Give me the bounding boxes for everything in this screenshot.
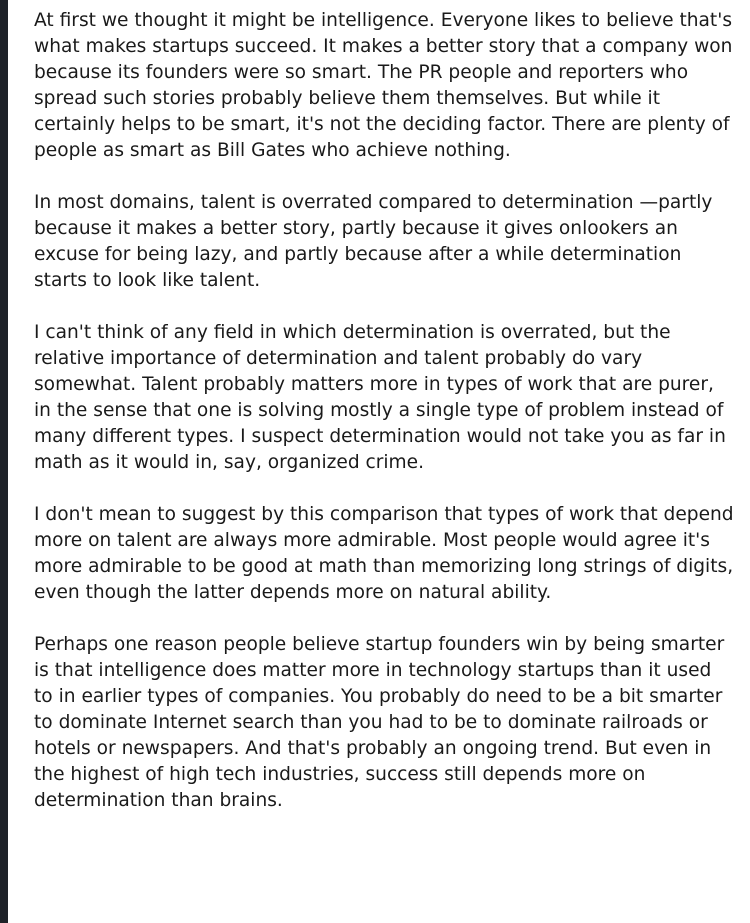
paragraph-tech-startups: Perhaps one reason people believe startup founders win by being smarter is that intelligence does matter more in technology startups than it used to in earlier types of companies. You probably do need to be a bit smarter to dominate Internet search than you had to be to dominate railroads or hotels or newspapers. And that's probably an ongoing trend. But even in the highest of high tech industries, success still depends more on determination than brains. xyxy=(34,634,725,811)
paragraph-admirable-work: I don't mean to suggest by this comparison that types of work that depend more on talent are always more admirable. Most people would agree it's more admirable to be good at math than memorizing long strings of digits, even though the latter depends more on natural ability. xyxy=(34,504,734,603)
essay-text xyxy=(34,8,734,814)
window-left-edge xyxy=(0,0,8,923)
paragraph-determination-vs-talent: I can't think of any field in which determination is overrated, but the relative importance of determination and talent probably do vary somewhat. Talent probably matters more in types of work that are purer, in the sense that one is solving mostly a single type of problem instead of many different types. I suspect determination would not take you as far in math as it would in, say, organized crime. xyxy=(34,322,726,473)
paragraph-intelligence: At first we thought it might be intelligence. Everyone likes to believe that's what makes startups succeed. It makes a better story that a company won because its founders were so smart. The PR people and reporters who spread such stories probably believe them themselves. But while it certainly helps to be smart, it's not the deciding factor. There are plenty of people as smart as Bill Gates who achieve nothing. xyxy=(34,10,733,161)
paragraph-talent-overrated: In most domains, talent is overrated compared to determination —partly because it makes a better story, partly because it gives onlookers an excuse for being lazy, and partly because after a while determination starts to look like talent. xyxy=(34,192,713,291)
